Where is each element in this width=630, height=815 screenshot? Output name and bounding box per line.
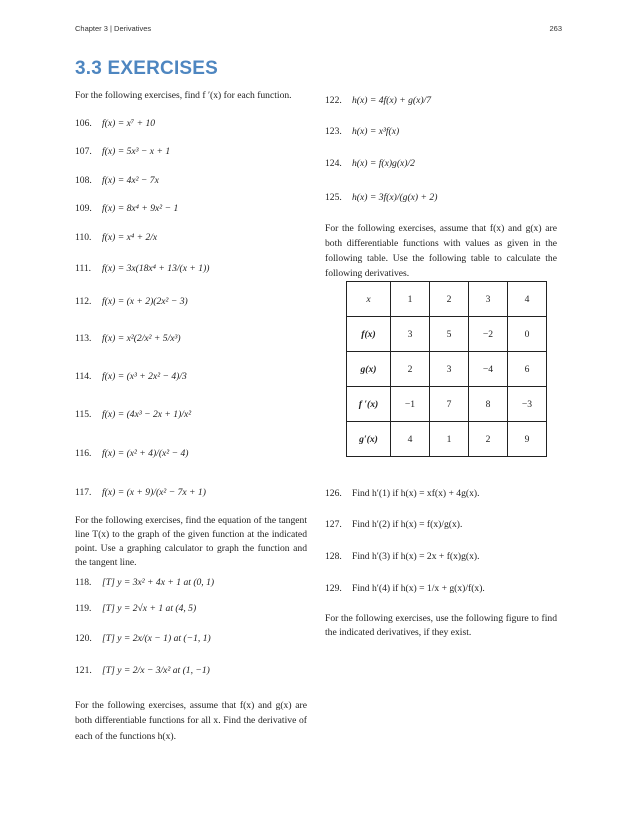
- table-header-cell: 4: [508, 282, 547, 317]
- exercise-122: 122. h(x) = 4f(x) + g(x)/7: [325, 95, 432, 106]
- table-cell: 4: [391, 422, 430, 457]
- table-row: [347, 387, 547, 422]
- table-cell: 7: [430, 387, 469, 422]
- exercise-119: 119. [T] y = 2√x + 1 at (4, 5): [75, 603, 197, 614]
- table-cell: 2: [391, 352, 430, 387]
- intro-tangent-line: For the following exercises, find the equation of the tangent line T(x) to the graph of the given function at the indicated point. Use a graphing calculator to graph the function and the tangent line.: [75, 515, 307, 568]
- table-header-cell: x: [347, 282, 391, 317]
- exercise-106: 106. f(x) = x⁷ + 10: [75, 118, 156, 129]
- table-row-label: f ′(x): [347, 387, 391, 422]
- table-cell: 0: [508, 317, 547, 352]
- exercise-107: 107. f(x) = 5x³ − x + 1: [75, 146, 171, 157]
- table-cell: 3: [391, 317, 430, 352]
- table-header-cell: 3: [469, 282, 508, 317]
- table-cell: 2: [469, 422, 508, 457]
- table-row: [347, 422, 547, 457]
- table-row-label: g′(x): [347, 422, 391, 457]
- table-cell: 3: [430, 352, 469, 387]
- intro-figure: For the following exercises, use the following figure to find the indicated derivatives, if they exist.: [325, 613, 557, 638]
- exercise-114: 114. f(x) = (x³ + 2x² − 4)/3: [75, 371, 187, 382]
- intro-differentiable: For the following exercises, assume that f(x) and g(x) are both differentiable functions for all x. Find the derivative of each of the functions h(x).: [75, 700, 307, 742]
- exercise-124: 124. h(x) = f(x)g(x)/2: [325, 158, 415, 169]
- table-header-cell: 1: [391, 282, 430, 317]
- exercise-113: 113. f(x) = x²(2/x² + 5/x³): [75, 333, 181, 344]
- exercise-129: 129. Find h′(4) if h(x) = 1/x + g(x)/f(x).: [325, 583, 485, 594]
- table-cell: −3: [508, 387, 547, 422]
- exercise-128: 128. Find h′(3) if h(x) = 2x + f(x)g(x).: [325, 551, 480, 562]
- exercise-125: 125. h(x) = 3f(x)/(g(x) + 2): [325, 192, 438, 203]
- section-title: 3.3 EXERCISES: [75, 58, 219, 79]
- exercise-109: 109. f(x) = 8x⁴ + 9x² − 1: [75, 203, 179, 214]
- table-cell: 8: [469, 387, 508, 422]
- intro-find-derivative: For the following exercises, find f ′(x) for each function.: [75, 90, 292, 101]
- exercise-126: 126. Find h′(1) if h(x) = xf(x) + 4g(x).: [325, 488, 480, 499]
- exercise-108: 108. f(x) = 4x² − 7x: [75, 175, 159, 186]
- exercise-115: 115. f(x) = (4x³ − 2x + 1)/x²: [75, 409, 192, 420]
- table-cell: −4: [469, 352, 508, 387]
- table-header-cell: 2: [430, 282, 469, 317]
- exercise-110: 110. f(x) = x⁴ + 2/x: [75, 232, 158, 243]
- table-row-label: f(x): [347, 317, 391, 352]
- exercise-120: 120. [T] y = 2x/(x − 1) at (−1, 1): [75, 633, 211, 644]
- page-number: 263: [549, 24, 562, 33]
- intro-table: For the following exercises, assume that f(x) and g(x) are both differentiable functions with values as given in the following table. Use the following table to calculate the following derivatives.: [325, 223, 557, 279]
- table-row: [347, 317, 547, 352]
- exercise-111: 111. f(x) = 3x(18x⁴ + 13/(x + 1)): [75, 263, 210, 274]
- table-header-row: [347, 282, 547, 317]
- exercise-112: 112. f(x) = (x + 2)(2x² − 3): [75, 296, 188, 307]
- table-row-label: g(x): [347, 352, 391, 387]
- table-cell: 1: [430, 422, 469, 457]
- exercise-123: 123. h(x) = x³f(x): [325, 126, 400, 137]
- exercise-117: 117. f(x) = (x + 9)/(x² − 7x + 1): [75, 487, 206, 498]
- table-cell: 5: [430, 317, 469, 352]
- values-table: [346, 281, 547, 457]
- exercise-116: 116. f(x) = (x² + 4)/(x² − 4): [75, 448, 189, 459]
- table-row: [347, 352, 547, 387]
- running-header-chapter: Chapter 3 | Derivatives: [75, 24, 152, 33]
- exercise-118: 118. [T] y = 3x² + 4x + 1 at (0, 1): [75, 577, 215, 588]
- table-cell: −1: [391, 387, 430, 422]
- table-cell: 6: [508, 352, 547, 387]
- exercise-127: 127. Find h′(2) if h(x) = f(x)/g(x).: [325, 519, 463, 530]
- exercise-121: 121. [T] y = 2/x − 3/x² at (1, −1): [75, 665, 210, 676]
- table-cell: −2: [469, 317, 508, 352]
- table-cell: 9: [508, 422, 547, 457]
